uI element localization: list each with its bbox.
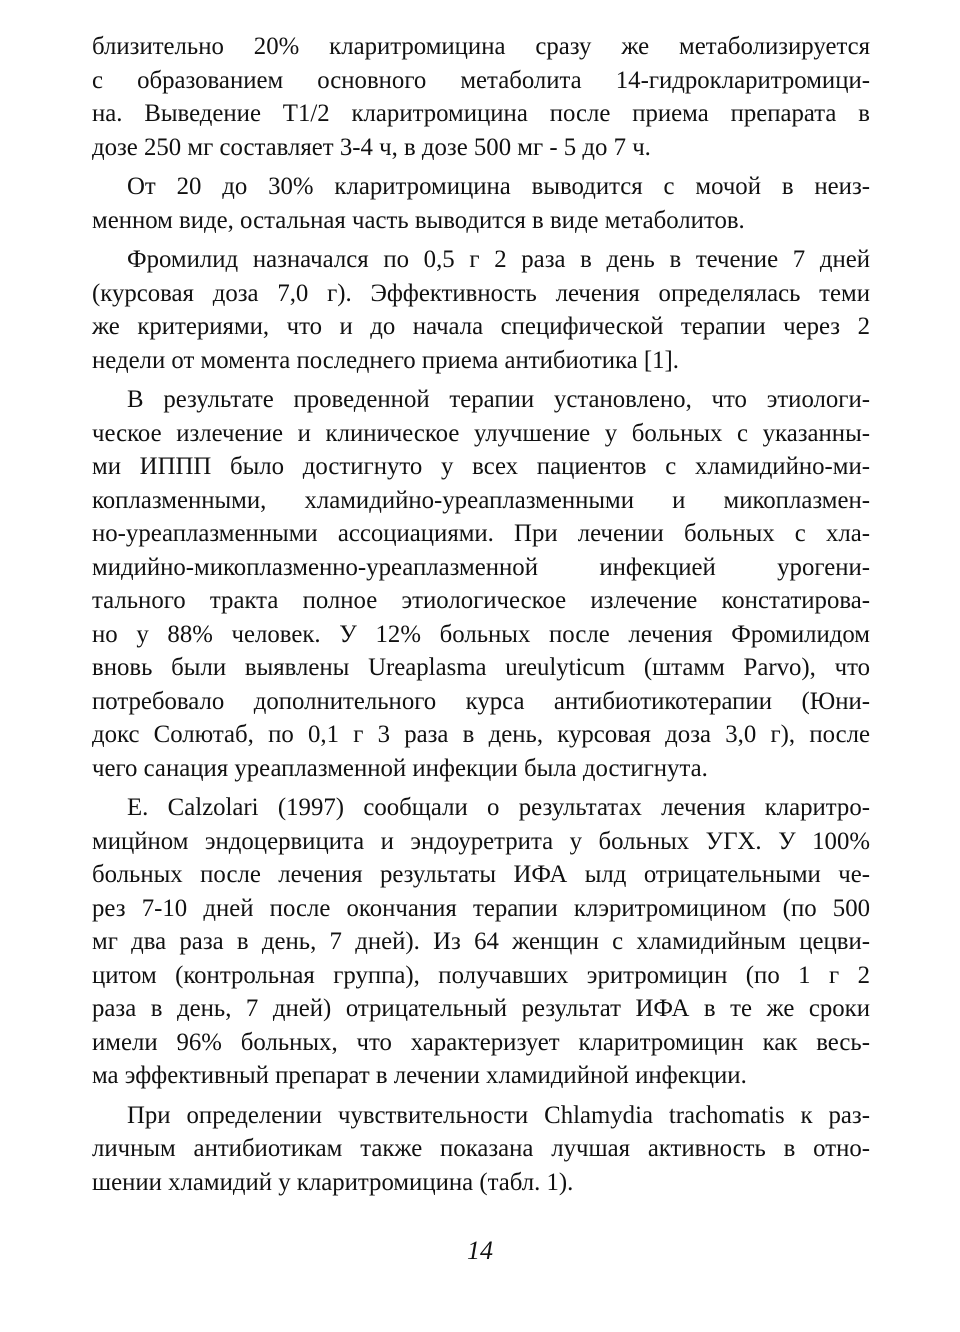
text-line: При определении чувствительности Chlamydia trachomatis к раз- — [127, 1101, 870, 1129]
text-line: но у 88% человек. У 12% больных после лечения Фромилидом — [92, 620, 870, 648]
text-line: мицйном эндоцервицита и эндоуретрита у больных УГХ. У 100% — [92, 827, 870, 855]
paragraph-excretion — [92, 170, 870, 237]
text-line: раза в день, 7 дней) отрицательный результат ИФА в те же сроки — [92, 995, 870, 1022]
text-line: цитом (контрольная группа), получавших эритромицин (по 1 г 2 — [92, 961, 870, 989]
text-line: же критериями, что и до начала специфической терапии через 2 — [92, 313, 870, 340]
text-line: От 20 до 30% кларитромицина выводится с мочой в неиз- — [127, 173, 870, 200]
paragraph-dosage — [92, 243, 870, 377]
text-line: недели от момента последнего приема антибиотика [1]. — [92, 346, 679, 374]
text-line: чего санация уреаплазменной инфекции была достигнута. — [92, 754, 708, 782]
text-line: ческое излечение и клиническое улучшение у больных с указанны- — [92, 419, 870, 447]
text-line: на. Выведение Т1/2 кларитромицина после приема препарата в — [92, 100, 870, 127]
text-line: рез 7-10 дней после окончания терапии клэритромицином (по 500 — [92, 894, 870, 922]
text-line: потребовало дополнительного курса антибиотикотерапии (Юни- — [92, 687, 870, 715]
paragraph-calzolari — [92, 791, 870, 1093]
text-line: ма эффективный препарат в лечении хламидийной инфекции. — [92, 1062, 747, 1089]
text-line: мидийно-микоплазменно-уреаплазменной инфекцией урогени- — [92, 553, 870, 581]
text-line: (курсовая доза 7,0 г). Эффективность лечения определялась теми — [92, 279, 870, 307]
text-line: ми ИППП было достигнуто у всех пациентов с хламидийно-ми- — [92, 453, 870, 480]
text-line: мг два раза в день, 7 дней). Из 64 женщин с хламидийным цецви- — [92, 928, 870, 955]
text-line: тального тракта полное этиологическое излечение констатирова- — [92, 587, 870, 614]
page-number: 14 — [467, 1236, 493, 1265]
text-line: имели 96% больных, что характеризует кларитромицин как весь- — [92, 1028, 870, 1056]
text-line: больных после лечения результаты ИФА ылд отрицательными че- — [92, 861, 870, 888]
text-line: шении хламидий у кларитромицина (табл. 1). — [92, 1168, 574, 1196]
text-line: личным антибиотикам также показана лучшая активность в отно- — [92, 1135, 870, 1162]
paragraph-results — [92, 383, 870, 785]
text-line: В результате проведенной терапии установлено, что этиологи- — [127, 386, 870, 413]
text-line: коплазменными, хламидийно-уреаплазменными и микоплазмен- — [92, 486, 870, 514]
text-line: дозе 250 мг составляет 3-4 ч, в дозе 500 мг - 5 до 7 ч. — [92, 133, 651, 161]
text-line: но-уреаплазменными ассоциациями. При лечении больных с хла- — [92, 520, 870, 547]
text-line: с образованием основного метаболита 14-гидроклaритромици- — [92, 66, 870, 94]
paragraph-metabolism — [92, 30, 870, 164]
text-line: вновь были выявлены Ureaplasma ureulyticum (штамм Parvo), что — [92, 654, 870, 681]
paragraph-sensitivity — [92, 1099, 870, 1200]
text-line: менном виде, остальная часть выводится в виде метаболитов. — [92, 206, 745, 234]
text-line: докс Солютаб, по 0,1 г 3 раза в день, курсовая доза 3,0 г), после — [92, 721, 870, 748]
text-line: близительно 20% кларитромицина сразу же метаболизируется — [92, 33, 870, 60]
text-line: Фромилид назначался по 0,5 г 2 раза в день в течение 7 дней — [127, 246, 870, 273]
text-line: E. Calzolari (1997) сообщали о результатах лечения кларитро- — [127, 794, 870, 821]
page-body — [92, 30, 870, 1205]
